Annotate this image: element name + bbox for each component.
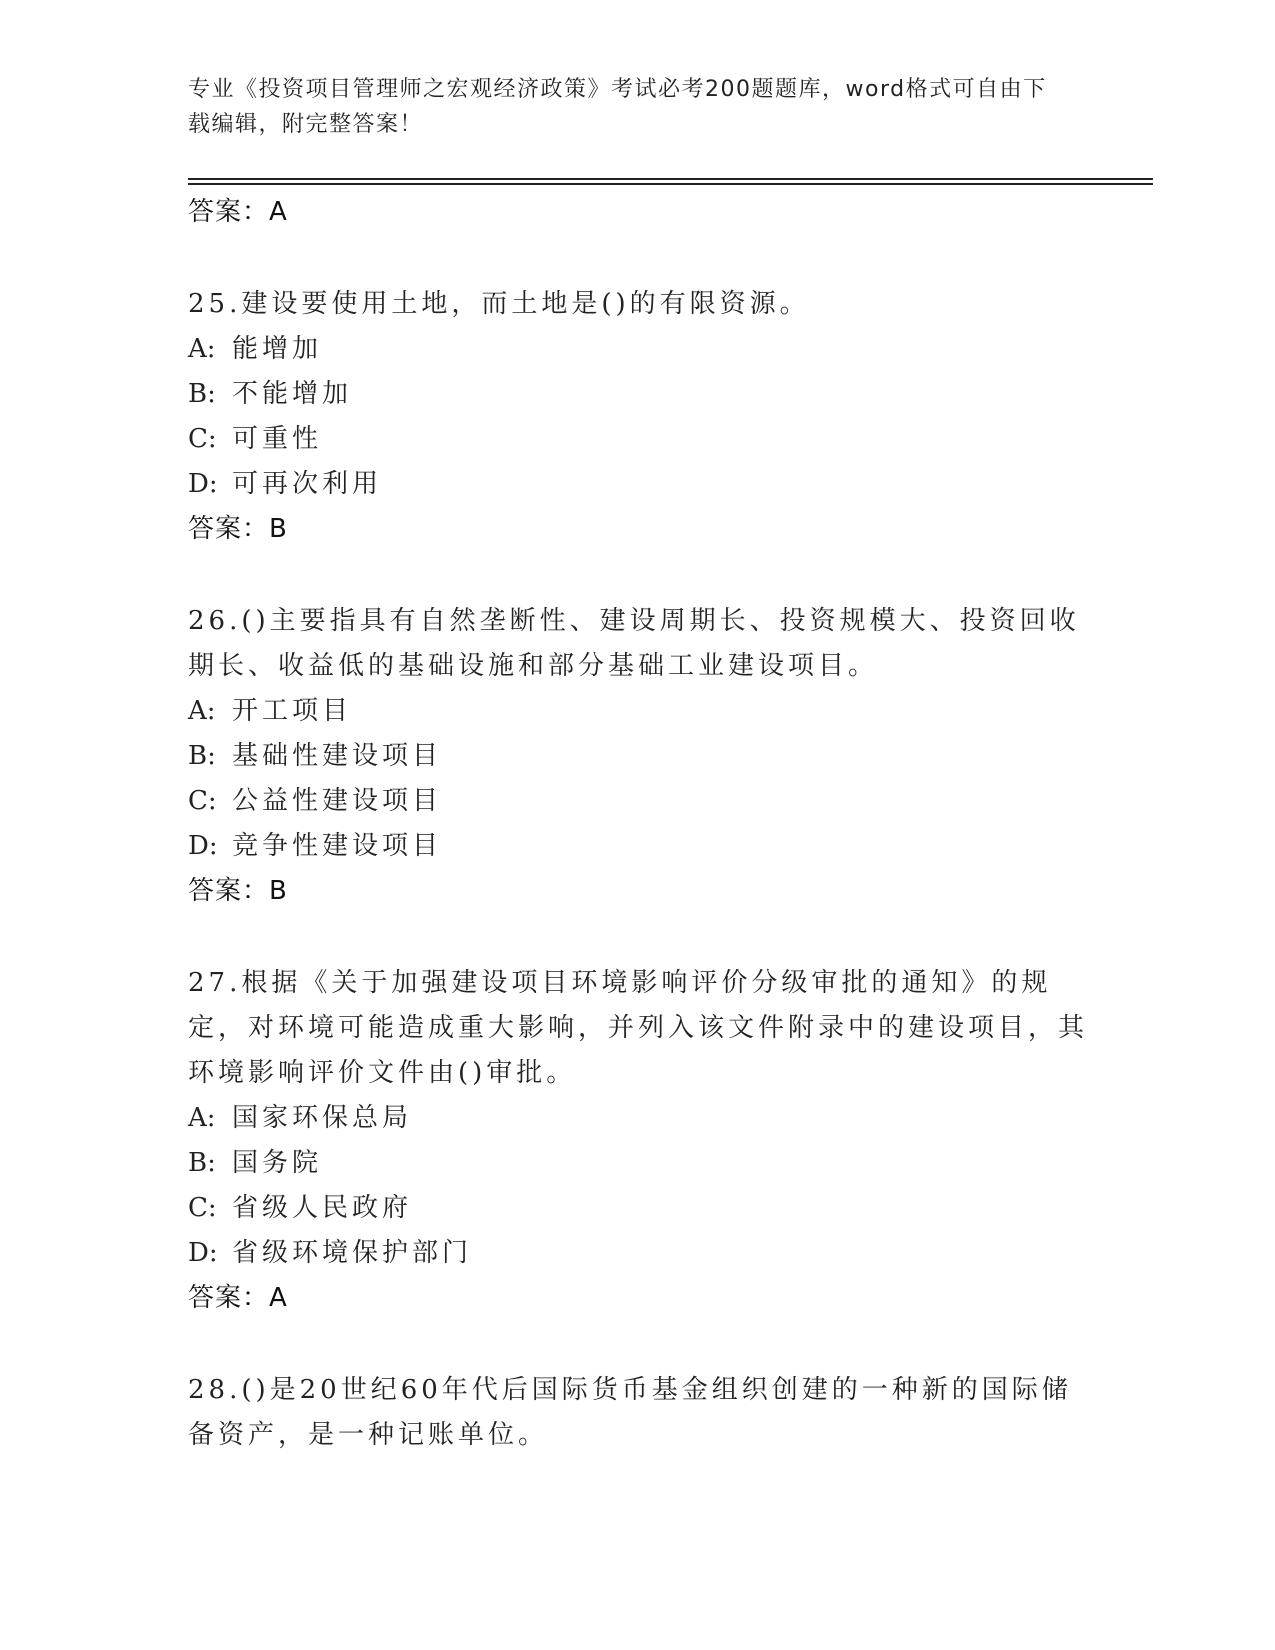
option-b: B: 不能增加 — [188, 379, 353, 409]
option-a: A: 国家环保总局 — [188, 1103, 413, 1133]
document-header: 专业《投资项目管理师之宏观经济政策》考试必考200题题库，word格式可自由下载编辑，附完整答案！ — [188, 77, 1047, 137]
option-b: B: 国务院 — [188, 1148, 323, 1178]
answer-line: 答案：B — [188, 514, 288, 544]
question-text: 25.建设要使用土地，而土地是()的有限资源。 — [188, 289, 810, 319]
question-block — [188, 961, 1088, 1320]
option-c: C: 省级人民政府 — [188, 1193, 413, 1223]
question-text: 28.()是20世纪60年代后国际货币基金组织创建的一种新的国际储备资产，是一种记账单位。 — [188, 1375, 1072, 1450]
answer-line: 答案：A — [188, 1283, 288, 1313]
question-list — [188, 190, 1088, 1458]
header-rule-top — [188, 178, 1153, 180]
question-text: 27.根据《关于加强建设项目环境影响评价分级审批的通知》的规定，对环境可能造成重大影响，并列入该文件附录中的建设项目，其环境影响评价文件由()审批。 — [188, 968, 1089, 1088]
answer-line: 答案：B — [188, 876, 288, 906]
option-b: B: 基础性建设项目 — [188, 741, 443, 771]
header-rule-bottom — [188, 183, 1153, 185]
question-block — [188, 282, 1088, 551]
question-block — [188, 599, 1088, 913]
option-c: C: 可重性 — [188, 424, 323, 454]
option-d: D: 可再次利用 — [188, 469, 383, 499]
option-d: D: 省级环境保护部门 — [188, 1238, 473, 1268]
option-a: A: 能增加 — [188, 334, 323, 364]
answer-line: 答案：A — [188, 197, 288, 227]
option-c: C: 公益性建设项目 — [188, 786, 443, 816]
option-a: A: 开工项目 — [188, 696, 353, 726]
option-d: D: 竞争性建设项目 — [188, 831, 443, 861]
question-block — [188, 1368, 1088, 1458]
question-text: 26.()主要指具有自然垄断性、建设周期长、投资规模大、投资回收期长、收益低的基础设施和部分基础工业建设项目。 — [188, 606, 1080, 681]
